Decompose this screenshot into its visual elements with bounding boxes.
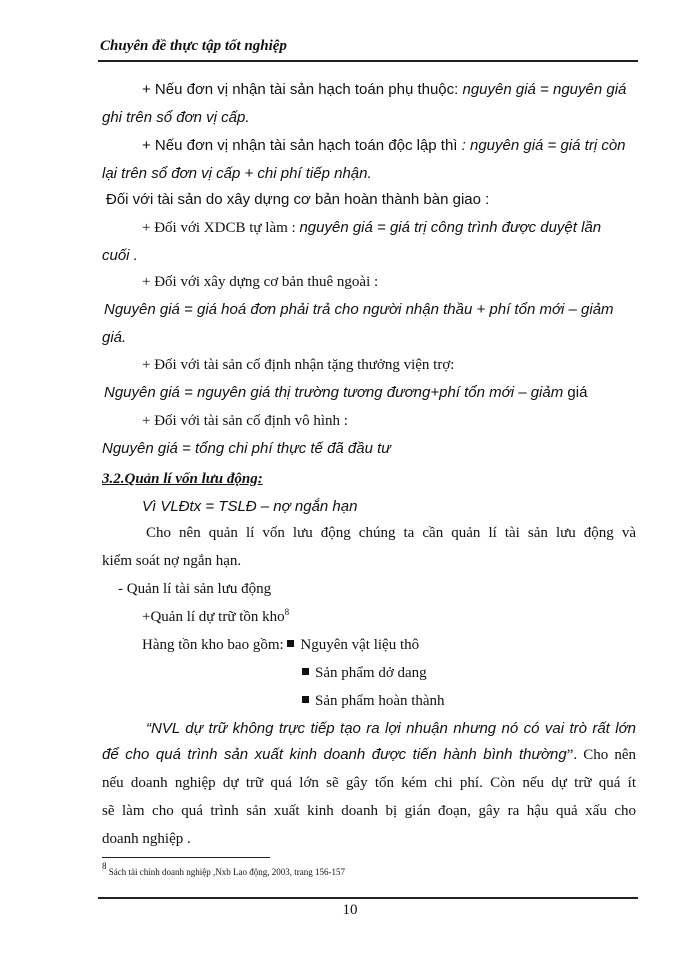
formula-outsourced-b: giá. [102, 329, 127, 346]
footnote-text: Sách tài chính doanh nghiệp ,Nxb Lao động, 2003, trang 156-157 [106, 867, 345, 877]
para-inventory-includes [142, 635, 676, 655]
para-consequence-line2: sẽ làm cho quá trình sản xuất kinh doanh bị gián đoạn, gây ra hậu quả xấu cho [102, 803, 636, 819]
page-number: 10 [342, 902, 358, 918]
para-self-built-label: + Đối với XDCB tự làm : [142, 220, 300, 236]
quote-line2-text: để cho quá trình sản xuất kinh doanh được tiến hành bình thường [102, 746, 567, 763]
para-outsourced: + Đối với xây dựng cơ bản thuê ngoài : [142, 274, 379, 290]
para-donated-assets: + Đối với tài sản cố định nhận tặng thưởng viện trợ: [142, 357, 455, 373]
formula-dependent-a: nguyên giá = nguyên giá [462, 81, 627, 98]
para-independent-unit-label: + Nếu đơn vị nhận tài sản hạch toán độc lập thì [142, 137, 462, 154]
footnote [102, 861, 345, 877]
para-consequence-line3: doanh nghiệp . [102, 831, 191, 847]
quote-line2 [102, 745, 636, 765]
para-manage-inventory-label: +Quản lí dự trữ tồn kho [142, 609, 285, 625]
footer-rule [98, 897, 638, 899]
para-self-built [142, 218, 676, 238]
running-header: Chuyên đề thực tập tốt nghiệp [100, 38, 287, 54]
formula-independent-b: lại trên sổ đơn vị cấp + chi phí tiếp nhận. [102, 165, 372, 182]
inventory-item: Sản phẩm dở dang [315, 665, 427, 681]
formula-donated-tail: giá [567, 384, 588, 401]
footnote-marker: 8 [102, 861, 107, 871]
header-rule [98, 60, 638, 62]
para-construction-assets: Đối với tài sản do xây dựng cơ bản hoàn thành bàn giao : [106, 191, 490, 208]
quote-line2-tail: ”. Cho nên [566, 747, 636, 763]
formula-donated: Nguyên giá = nguyên giá thị trường tương đương+phí tổn mới – giảm [104, 384, 568, 401]
formula-independent-a: : nguyên giá = giá trị còn [461, 137, 626, 154]
para-dependent-unit [142, 80, 676, 100]
bullet-square-icon [302, 696, 309, 703]
para-intangible-assets: + Đối với tài sản cố định vô hình : [142, 413, 348, 429]
formula-self-built-a: nguyên giá = giá trị công trình được duyệt lần [299, 219, 602, 236]
para-manage-current-assets: - Quản lí tài sản lưu động [118, 581, 272, 597]
para-therefore-line2: kiểm soát nợ ngắn hạn. [102, 553, 242, 569]
formula-self-built-b: cuối . [102, 247, 138, 264]
inventory-item: Nguyên vật liệu thô [300, 637, 420, 653]
inventory-row-3 [302, 691, 636, 711]
inventory-row-2 [302, 663, 636, 683]
quote-line1: “NVL dự trữ không trực tiếp tạo ra lợi nhuận nhưng nó có vai trò rất lớn [146, 720, 636, 737]
inventory-includes-label: Hàng tồn kho bao gồm: [142, 637, 288, 653]
para-consequence-line1: nếu doanh nghiệp dự trữ quá lớn sẽ gây tốn kém chi phí. Còn nếu dự trữ quá ít [102, 775, 636, 791]
formula-outsourced-a: Nguyên giá = giá hoá đơn phải trả cho người nhận thầu + phí tổn mới – giảm [104, 301, 614, 318]
footnote-separator [102, 857, 270, 858]
footnote-ref: 8 [284, 607, 290, 617]
para-manage-inventory [142, 607, 676, 627]
para-therefore-line1: Cho nên quản lí vốn lưu động chúng ta cần quản lí tài sản lưu động và [146, 525, 636, 541]
bullet-square-icon [302, 668, 309, 675]
formula-intangible: Nguyên giá = tổng chi phí thực tế đã đầu tư [102, 440, 391, 457]
bullet-square-icon [287, 640, 294, 647]
formula-working-capital: Vì VLĐtx = TSLĐ – nợ ngắn hạn [142, 498, 358, 515]
para-dependent-unit-label: + Nếu đơn vị nhận tài sản hạch toán phụ thuộc: [142, 81, 463, 98]
para-donated-formula [104, 383, 638, 403]
inventory-item: Sản phẩm hoàn thành [315, 693, 445, 709]
section-heading: 3.2.Quản lí vốn lưu động: [102, 471, 263, 487]
para-independent-unit [142, 136, 676, 156]
formula-dependent-b: ghi trên sổ đơn vị cấp. [102, 109, 250, 126]
